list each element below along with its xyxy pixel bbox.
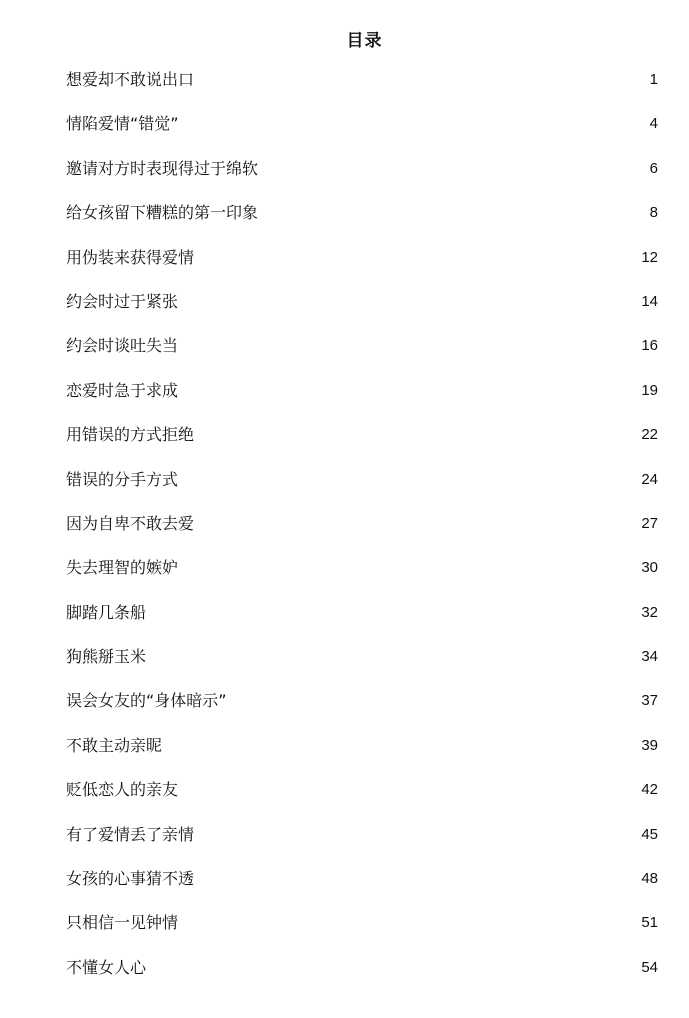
toc-entry-label: 约会时过于紧张: [66, 291, 179, 311]
toc-entry[interactable]: [0, 284, 689, 328]
toc-entry[interactable]: [0, 462, 689, 506]
toc-entry[interactable]: [0, 683, 689, 727]
toc-entry[interactable]: [0, 817, 689, 861]
toc-entry-page: 4: [649, 115, 658, 133]
toc-entry-page: 6: [649, 159, 658, 177]
toc-entry-label: 恋爱时急于求成: [66, 380, 179, 400]
toc-entry-label: 给女孩留下糟糕的第一印象: [66, 203, 259, 223]
toc-entry[interactable]: [0, 151, 689, 195]
toc-entry[interactable]: [0, 950, 689, 994]
toc-entry-label: 用伪装来获得爱情: [66, 247, 195, 267]
toc-entry[interactable]: [0, 417, 689, 461]
toc-entry-label: 只相信一见钟情: [66, 913, 179, 933]
toc-entry-page: 30: [641, 559, 658, 577]
toc-entry-label: 约会时谈吐失当: [66, 336, 179, 356]
toc-entry[interactable]: [0, 506, 689, 550]
toc-entry[interactable]: [0, 373, 689, 417]
toc-entry[interactable]: [0, 240, 689, 284]
toc-entry-page: 34: [641, 648, 658, 666]
toc-entry-page: 48: [641, 870, 658, 888]
toc-entry-page: 32: [641, 603, 658, 621]
toc-entry-page: 12: [641, 248, 658, 266]
toc-entry-page: 39: [641, 736, 658, 754]
toc-entry[interactable]: [0, 905, 689, 949]
toc-entry-label: 脚踏几条船: [66, 602, 147, 622]
toc-entry[interactable]: [0, 195, 689, 239]
toc-entry-label: 有了爱情丢了亲情: [66, 824, 195, 844]
toc-entry[interactable]: [0, 861, 689, 905]
toc-entry-page: 37: [641, 692, 658, 710]
toc-entry-page: 14: [641, 292, 658, 310]
toc-entry-page: 54: [641, 958, 658, 976]
toc-entry-page: 16: [641, 337, 658, 355]
toc-entry[interactable]: [0, 328, 689, 372]
toc-entry-label: 想爱却不敢说出口: [66, 70, 195, 89]
toc-entry-label: 狗熊掰玉米: [66, 647, 147, 667]
toc-entry-page: 22: [641, 426, 658, 444]
toc-entry-label: 失去理智的嫉妒: [66, 558, 179, 578]
toc-entry-page: 51: [641, 914, 658, 932]
toc-entry[interactable]: [0, 728, 689, 772]
toc-entry[interactable]: [0, 106, 689, 150]
toc-entry-label: 用错误的方式拒绝: [66, 425, 195, 445]
toc-entry-page: 24: [641, 470, 658, 488]
toc-entry-label: 女孩的心事猜不透: [66, 869, 195, 889]
toc-entry-label: 不懂女人心: [66, 957, 147, 977]
toc-entry[interactable]: [0, 772, 689, 816]
toc-entry-label: 邀请对方时表现得过于绵软: [66, 158, 259, 178]
toc-entry-label: 错误的分手方式: [66, 469, 179, 489]
toc-entry-label: 贬低恋人的亲友: [66, 780, 179, 800]
toc-list: [0, 62, 689, 994]
toc-entry-page: 19: [641, 381, 658, 399]
toc-entry[interactable]: [0, 550, 689, 594]
toc-entry[interactable]: [0, 639, 689, 683]
toc-entry-page: 27: [641, 514, 658, 532]
toc-entry-page: 8: [649, 204, 658, 222]
toc-entry-label: 情陷爱情“错觉”: [66, 114, 179, 134]
toc-entry[interactable]: [0, 595, 689, 639]
toc-entry-label: 因为自卑不敢去爱: [66, 513, 195, 533]
toc-entry-page: 42: [641, 781, 658, 799]
toc-entry[interactable]: [0, 62, 689, 106]
toc-entry-page: 45: [641, 825, 658, 843]
page-title: 目录: [346, 31, 383, 51]
toc-entry-label: 误会女友的“身体暗示”: [66, 691, 227, 711]
toc-entry-page: 1: [649, 71, 658, 88]
toc-entry-label: 不敢主动亲昵: [66, 735, 163, 755]
